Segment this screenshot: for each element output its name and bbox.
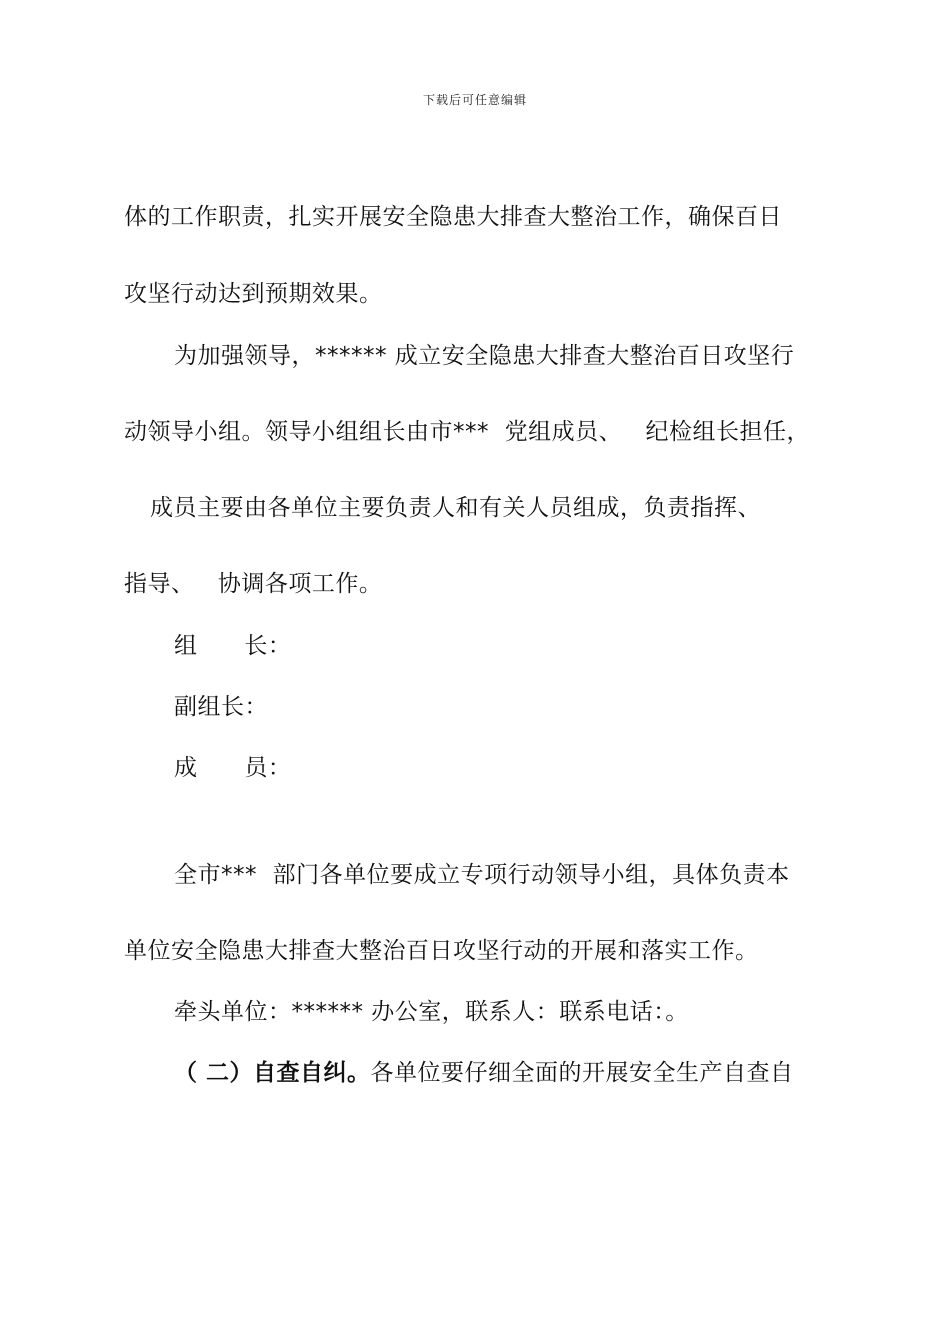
paragraph-line: 单位安全隐患大排查大整治百日攻坚行动的开展和落实工作。 — [124, 938, 759, 964]
deputy-leader-label: 副组长： — [174, 694, 268, 720]
paragraph-line: 全市*** 部门各单位要成立专项行动领导小组，具体负责本 — [174, 862, 790, 888]
paragraph-line: 为加强领导，****** 成立安全隐患大排查大整治百日攻坚行 — [174, 343, 795, 369]
section-line — [174, 1058, 794, 1088]
section-heading: （ 二）自查自纠。 — [174, 1060, 371, 1086]
members-label: 成 员： — [174, 755, 292, 781]
section-text: 各单位要仔细全面的开展安全生产自查自 — [370, 1060, 794, 1086]
paragraph-line: 指导、 协调各项工作。 — [124, 571, 383, 597]
page-header: 下载后可任意编辑 — [422, 93, 527, 107]
paragraph-line: 动领导小组。领导小组组长由市*** 党组成员、 纪检组长担任， — [124, 419, 811, 445]
paragraph-line: 攻坚行动达到预期效果。 — [124, 281, 383, 307]
contact-line: 牵头单位：****** 办公室，联系人：联系电话：。 — [174, 999, 689, 1025]
paragraph-line: 体的工作职责，扎实开展安全隐患大排查大整治工作，确保百日 — [124, 204, 782, 230]
paragraph-line: 成员主要由各单位主要负责人和有关人员组成，负责指挥、 — [150, 495, 761, 521]
leader-label: 组 长： — [174, 633, 292, 659]
